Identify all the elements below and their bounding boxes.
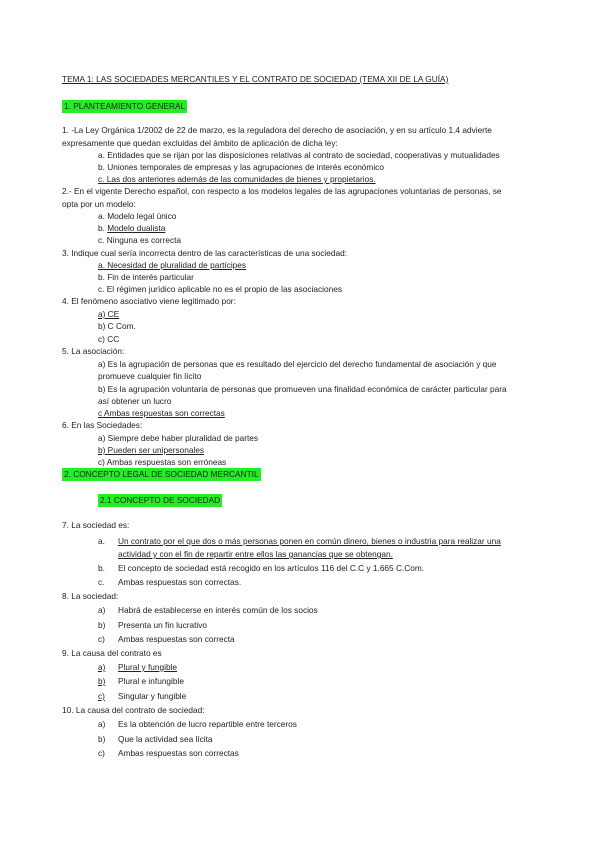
question-4-option-c: c) CC	[98, 334, 120, 344]
document-title: TEMA 1: LAS SOCIEDADES MERCANTILES Y EL CONTRATO DE SOCIEDAD (TEMA XII DE LA GUÍA)	[62, 74, 449, 84]
question-8-option-b: Presenta un fin lucrativo	[118, 620, 208, 630]
question-7-option-a: Un contrato por el que dos o más personas ponen en común dinero, bienes o industria para realizar una	[118, 536, 501, 546]
question-1-option-c: c. Las dos anteriores además de las comunidades de bienes y propietarios.	[98, 174, 376, 184]
question-8-stem: 8. La sociedad:	[62, 591, 119, 601]
question-1-stem-cont: expresamente que quedan excluidas del ámbito de aplicación de dicha ley:	[62, 138, 338, 148]
section-heading-1-text: 1. PLANTEAMIENTO GENERAL	[64, 101, 186, 111]
question-7-option-b: El concepto de sociedad está recogido en los artículos 116 del C.C y 1.665 C.Com.	[118, 563, 425, 573]
question-8-option-a: Habrá de establecerse en interés común de los socios	[118, 605, 318, 615]
question-10-option-a-label: a)	[98, 719, 106, 729]
question-9-option-c: Singular y fungible	[118, 691, 187, 701]
question-9-option-c-label: c)	[98, 691, 105, 701]
question-6-stem: 6. En las Sociedades:	[62, 420, 143, 430]
question-9-stem: 9. La causa del contrato es	[62, 648, 162, 658]
question-8-option-b-label: b)	[98, 620, 106, 630]
question-9-option-b: Plural e infungible	[118, 676, 184, 686]
question-3-stem: 3. Indique cual sería incorrecta dentro de las características de una sociedad:	[62, 248, 348, 258]
question-5-option-a-cont: promueve cualquier fin lícito	[98, 371, 202, 381]
question-5-stem: 5. La asociación:	[62, 346, 125, 356]
question-2-option-c: c. Ninguna es correcta	[98, 235, 182, 245]
question-1-option-b: b. Uniones temporales de empresas y las agrupaciones de interés económico	[98, 162, 384, 172]
question-10-option-c-label: c)	[98, 748, 105, 758]
question-8-option-a-label: a)	[98, 605, 106, 615]
question-2-option-a: a. Modelo legal único	[98, 211, 177, 221]
question-7-option-a-cont: actividad y con el fin de repartir entre ellos las ganancias que se obtengan.	[118, 549, 393, 559]
question-7-stem: 7. La sociedad es:	[62, 520, 130, 530]
question-10-option-c: Ambas respuestas son correctas	[118, 748, 239, 758]
question-6-option-b: b) Pueden ser unipersonales	[98, 445, 205, 455]
question-4-option-a: a) CE	[98, 309, 120, 319]
question-10-option-b-label: b)	[98, 734, 106, 744]
question-7-option-a-label: a.	[98, 536, 105, 546]
question-8-option-c-label: c)	[98, 634, 105, 644]
section-heading-2	[62, 469, 261, 480]
question-2-option-b	[98, 223, 165, 234]
question-4-option-b: b) C Com.	[98, 321, 136, 331]
question-9-option-a: Plural y fungible	[118, 662, 178, 672]
question-1-option-a: a. Entidades que se rijan por las disposiciones relativas al contrato de sociedad, cooperativas y mutualidades	[98, 150, 500, 160]
question-2-stem-cont: opta por un modelo:	[62, 199, 136, 209]
question-3-option-b: b. Fin de interés particular	[98, 272, 194, 282]
question-7-option-c: Ambas respuestas son correctas.	[118, 577, 242, 587]
subsection-heading-2-1-text: 2.1 CONCEPTO DE SOCIEDAD	[100, 495, 221, 505]
section-heading-2-text: 2. CONCEPTO LEGAL DE SOCIEDAD MERCANTIL	[64, 469, 259, 479]
subsection-heading-2-1	[98, 495, 222, 506]
question-6-option-c: c) Ambas respuestas son erróneas	[98, 457, 227, 467]
question-2-option-b-text: Modelo dualista	[107, 223, 166, 233]
question-3-option-a: a. Necesidad de pluralidad de partícipes	[98, 260, 247, 270]
question-8-option-c: Ambas respuestas son correcta	[118, 634, 235, 644]
question-9-option-b-label: b)	[98, 676, 106, 686]
question-5-option-a: a) Es la agrupación de personas que es resultado del ejercicio del derecho fundamental de asociación y que	[98, 359, 497, 369]
question-3-option-c: c. El régimen jurídico aplicable no es el propio de las asociaciones	[98, 284, 342, 294]
question-7-option-c-label: c.	[98, 577, 105, 587]
question-5-option-b-cont: así obtener un lucro	[98, 396, 172, 406]
section-heading-1	[62, 101, 187, 112]
question-4-stem: 4. El fenómeno asociativo viene legitimado por:	[62, 296, 236, 306]
question-7-option-b-label: b.	[98, 563, 105, 573]
question-9-option-a-label: a)	[98, 662, 106, 672]
question-2-stem: 2.- En el vigente Derecho español, con respecto a los modelos legales de las agrupaciones voluntarias de personas, se	[62, 186, 502, 196]
question-10-option-b: Que la actividad sea lícita	[118, 734, 213, 744]
question-10-stem: 10. La causa del contrato de sociedad:	[62, 705, 205, 715]
question-5-option-b: b) Es la agrupación voluntaria de personas que promueven una finalidad económica de carácter particular para	[98, 384, 507, 394]
question-5-option-c: c Ambas respuestas son correctas	[98, 408, 225, 418]
question-1-stem: 1. -La Ley Orgánica 1/2002 de 22 de marzo, es la reguladora del derecho de asociación, y en su artículo 1.4 advierte	[62, 125, 492, 135]
question-2-option-b-label: b.	[98, 223, 108, 233]
question-10-option-a: Es la obtención de lucro repartible entre terceros	[118, 719, 297, 729]
question-6-option-a: a) Siempre debe haber pluralidad de partes	[98, 433, 259, 443]
